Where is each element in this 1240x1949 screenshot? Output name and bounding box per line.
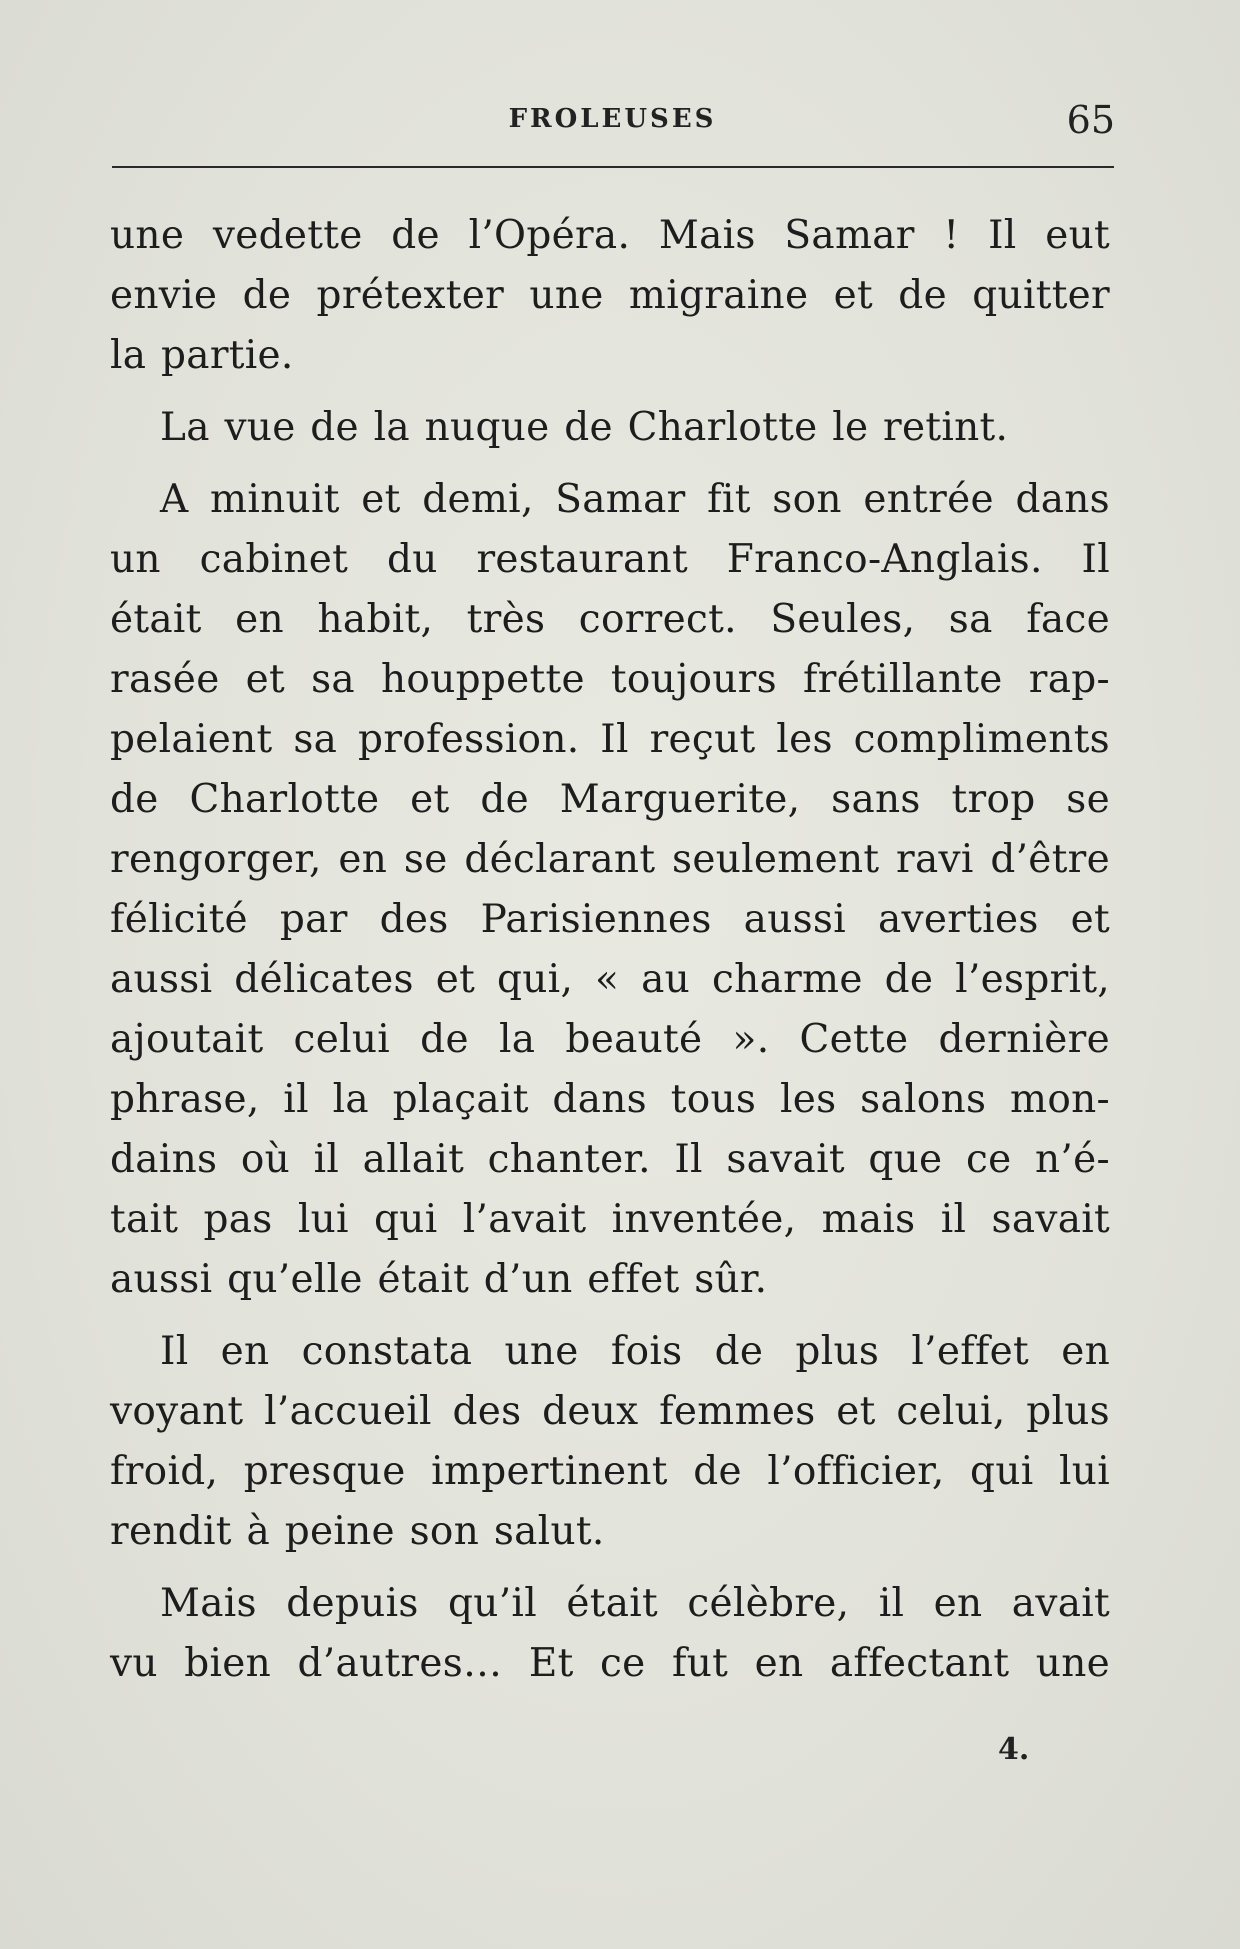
text-line: un cabinet du restaurant Franco-Anglais. Il [110, 537, 1110, 582]
text-line: dains où il allait chanter. Il savait que ce n’é- [110, 1137, 1110, 1182]
text-line: la partie. [110, 333, 294, 378]
paragraph-2 [110, 398, 1110, 458]
text-line: aussi qu’elle était d’un effet sûr. [110, 1257, 768, 1302]
text-line: A minuit et demi, Samar fit son entrée dans [160, 477, 1110, 522]
text-line: félicité par des Parisiennes aussi averties et [110, 897, 1110, 942]
page-number: 65 [1066, 98, 1115, 142]
text-line: ajoutait celui de la beauté ». Cette dernière [110, 1017, 1110, 1062]
text-line: rendit à peine son salut. [110, 1509, 605, 1554]
signature-mark: 4. [998, 1732, 1030, 1767]
text-line: une vedette de l’Opéra. Mais Samar ! Il eut [110, 213, 1110, 258]
text-line: voyant l’accueil des deux femmes et celui, plus [110, 1389, 1110, 1434]
text-line: rasée et sa houppette toujours frétillante rap- [110, 657, 1110, 702]
text-line: vu bien d’autres… Et ce fut en affectant une [110, 1641, 1110, 1686]
text-line: rengorger, en se déclarant seulement ravi d’être [110, 837, 1110, 882]
text-line: froid, presque impertinent de l’officier, qui lui [110, 1449, 1110, 1494]
text-line: tait pas lui qui l’avait inventée, mais il savait [110, 1197, 1110, 1242]
paragraph-5 [110, 1574, 1110, 1694]
header-rule [112, 166, 1114, 168]
running-header [110, 100, 1115, 140]
text-line: pelaient sa profession. Il reçut les compliments [110, 717, 1110, 762]
text-line: de Charlotte et de Marguerite, sans trop se [110, 777, 1110, 822]
text-line: Il en constata une fois de plus l’effet en [160, 1329, 1110, 1374]
paragraph-3 [110, 470, 1110, 1310]
paragraph-4 [110, 1322, 1110, 1562]
text-line: phrase, il la plaçait dans tous les salons mon- [110, 1077, 1110, 1122]
text-line: Mais depuis qu’il était célèbre, il en avait [160, 1581, 1110, 1626]
text-line: était en habit, très correct. Seules, sa face [110, 597, 1110, 642]
running-title: FROLEUSES [508, 104, 717, 134]
body-text [110, 206, 1110, 1694]
text-line: La vue de la nuque de Charlotte le retint. [160, 405, 1009, 450]
paragraph-1 [110, 206, 1110, 386]
text-line: envie de prétexter une migraine et de quitter [110, 273, 1110, 318]
text-line: aussi délicates et qui, « au charme de l’esprit, [110, 957, 1110, 1002]
